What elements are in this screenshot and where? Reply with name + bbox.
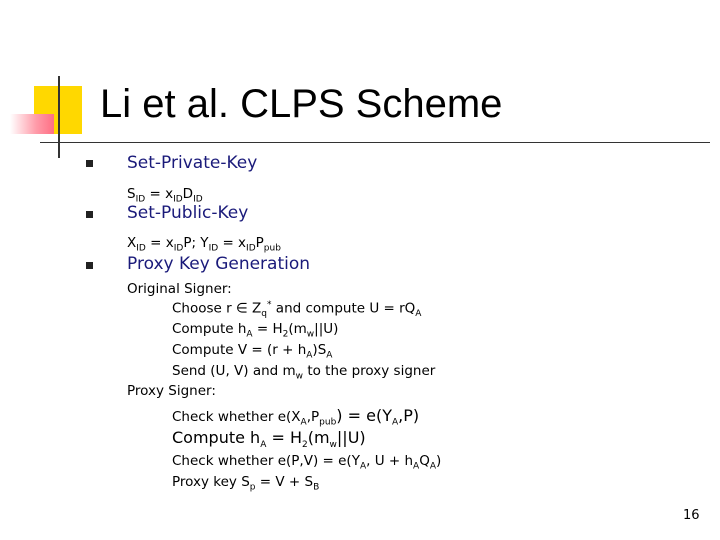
step-compute-hA: Compute $h_A = H_2(m_w||U)$	[172, 321, 339, 340]
step-send: Send (U, V) and $m_w$ to the proxy signer	[172, 363, 436, 382]
step-compute-hA-proxy: Compute $h_A = H_2(m_w||U)$	[172, 428, 366, 451]
step-choose-r: Choose r ∈ $Z_q^*$ and compute $U = rQ_A$	[172, 300, 422, 320]
section-heading-set-public-key: Set-Public-Key	[127, 203, 249, 223]
title-underline	[40, 142, 710, 143]
slide-title: Li et al. CLPS Scheme	[100, 82, 503, 126]
bullet-icon	[86, 160, 93, 167]
section-heading-set-private-key: Set-Private-Key	[127, 153, 258, 173]
original-signer-label: Original Signer:	[127, 281, 232, 297]
formula-public-key: $X_{ID} = x_{ID}P$; $Y_{ID} = x_{ID}P_{pub}$	[127, 235, 281, 254]
bullet-icon	[86, 262, 93, 269]
page-number: 16	[683, 508, 700, 523]
step-compute-V: Compute $V = (r + h_A)S_A$	[172, 342, 333, 361]
step-check-pairing-1: Check whether $e(X_A,P_{pub}) = e(Y_A,P)$	[172, 406, 420, 428]
formula-private-key: $S_{ID} = x_{ID}D_{ID}$	[127, 186, 203, 205]
bullet-icon	[86, 211, 93, 218]
step-check-pairing-2: Check whether $e(P,V) = e(Y_A$, $U + h_AQ_A$)	[172, 453, 442, 472]
decor-pink-bar	[10, 114, 54, 134]
decor-vertical-line	[58, 76, 60, 158]
proxy-signer-label: Proxy Signer:	[127, 383, 216, 399]
section-heading-proxy-key-generation: Proxy Key Generation	[127, 254, 311, 274]
step-proxy-key: Proxy key $S_p = V + S_B$	[172, 474, 320, 493]
